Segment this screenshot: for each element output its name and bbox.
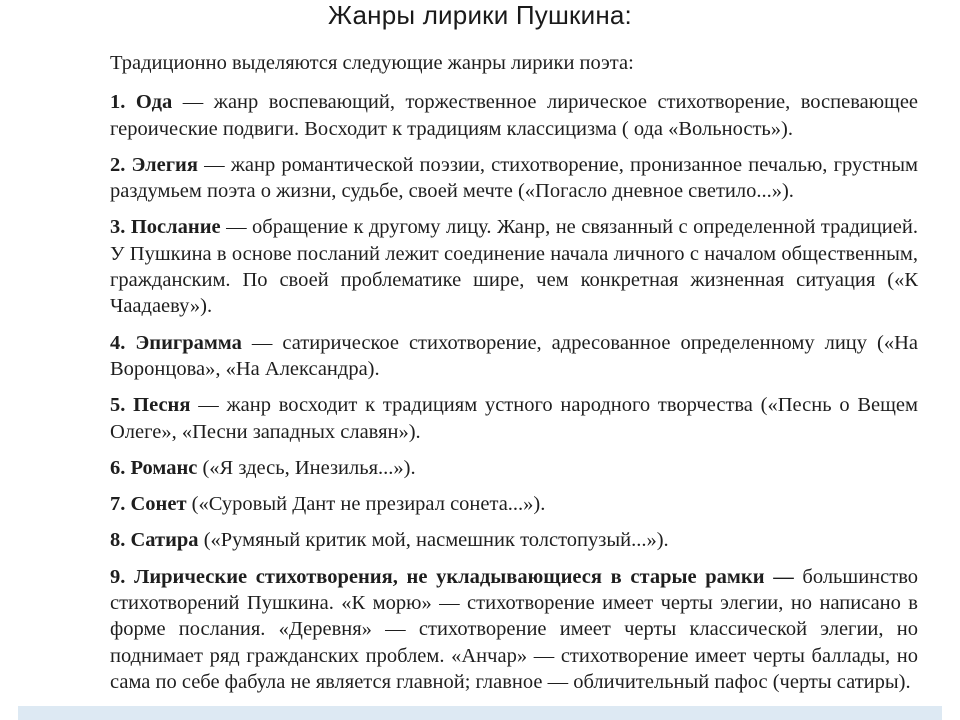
genre-item-epigram bbox=[110, 330, 918, 383]
genre-item-ode bbox=[110, 89, 918, 142]
genre-term: 8. Сатира bbox=[110, 529, 199, 552]
genre-term: 2. Элегия bbox=[110, 153, 198, 176]
genre-item-satire bbox=[110, 527, 918, 553]
bottom-band bbox=[18, 706, 942, 720]
genre-description: («Суровый Дант не презирал сонета...»). bbox=[186, 493, 546, 516]
page-title: Жанры лирики Пушкина: bbox=[328, 0, 632, 30]
genre-item-song bbox=[110, 392, 918, 445]
intro-text: Традиционно выделяются следующие жанры лирики поэта: bbox=[110, 52, 634, 74]
genre-description: — жанр воспевающий, торжественное лирическое стихотворение, воспевающее героические подвиги. Восходит к традициям классицизма ( ода «Вольность»). bbox=[110, 91, 919, 140]
genre-item-romance bbox=[110, 455, 918, 481]
genre-item-sonnet bbox=[110, 491, 918, 517]
genre-description: — жанр восходит к традициям устного народного творчества («Песнь о Вещем Олеге», «Песни западных славян»). bbox=[110, 394, 919, 443]
genre-term: 7. Сонет bbox=[110, 493, 187, 516]
genre-description: — сатирическое стихотворение, адресованное определенному лицу («На Воронцова», «На Александра). bbox=[110, 331, 918, 380]
genre-description: — обращение к другому лицу. Жанр, не связанный с определенной традицией. У Пушкина в основе посланий лежит соединение начала личного с началом общественным, гражданским. По своей проблематике шире, чем конкретная жизненная ситуация («К Чаадаеву»). bbox=[110, 216, 918, 318]
genre-description: большинство стихотворений Пушкина. «К морю» — стихотворение имеет черты элегии, но написано в форме послания. «Деревня» — стихотворение имеет черты классической элегии, но поднимает ряд гражданских проблем. «Анчар» — стихотворение имеет черты баллады, но сама по себе фабула не является главной; главное — обличительный пафос (черты сатиры). bbox=[110, 565, 918, 693]
genre-term: 6. Романс bbox=[110, 456, 198, 479]
genre-item-epistle bbox=[110, 214, 918, 319]
genre-term: 1. Ода bbox=[110, 91, 173, 114]
genre-description: («Румяный критик мой, насмешник толстопузый...»). bbox=[198, 529, 669, 552]
document-body bbox=[110, 50, 918, 705]
genre-item-elegy bbox=[110, 152, 918, 205]
genre-term: 9. Лирические стихотворения, не укладывающиеся в старые рамки — bbox=[110, 565, 794, 588]
genre-item-other-lyrics bbox=[110, 564, 918, 695]
genre-description: («Я здесь, Инезилья...»). bbox=[197, 456, 416, 479]
genre-description: — жанр романтической поэзии, стихотворение, пронизанное печалью, грустным раздумьем поэта о жизни, судьбе, своей мечте («Погасло дневное светило...»). bbox=[110, 153, 918, 203]
genre-term: 5. Песня bbox=[110, 394, 191, 417]
genre-term: 4. Эпиграмма bbox=[110, 331, 242, 354]
genre-term: 3. Послание bbox=[110, 216, 221, 239]
